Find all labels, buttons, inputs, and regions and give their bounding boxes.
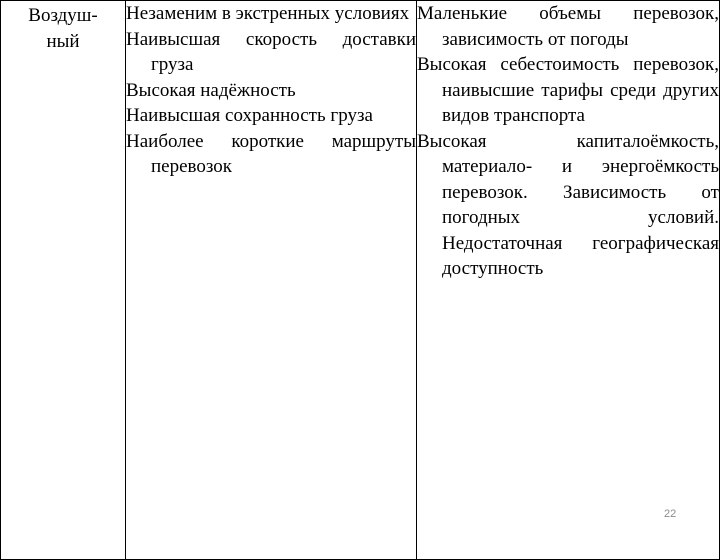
disadvantage-item: Маленькие объемы перевозок, зависимость от погоды	[417, 3, 719, 50]
disadvantage-item: Высокая себестоимость перевозок, наивысшие тарифы среди других видов транспорта	[417, 54, 719, 126]
advantage-item: Незаменим в экстренных условиях	[126, 3, 410, 24]
disadvantage-item: Высокая капиталоёмкость, материало- и энергоёмкость перевозок. Зависимость от погодных условий. Недостаточная географическая доступность	[417, 130, 719, 279]
advantage-item: Наиболее короткие маршруты перевозок	[126, 130, 416, 177]
page-number: 22	[664, 508, 677, 520]
advantage-item: Наивысшая скорость доставки груза	[126, 28, 416, 75]
transport-type-cell	[1, 1, 126, 560]
transport-type-line-1: Воздуш-	[28, 5, 98, 26]
disadvantages-cell	[417, 1, 720, 560]
transport-type-line-2: ный	[46, 31, 80, 52]
advantage-item: Наивысшая сохранность груза	[126, 105, 373, 126]
advantage-item: Высокая надёжность	[126, 79, 296, 101]
advantages-cell	[126, 1, 417, 560]
table-row	[1, 1, 720, 560]
